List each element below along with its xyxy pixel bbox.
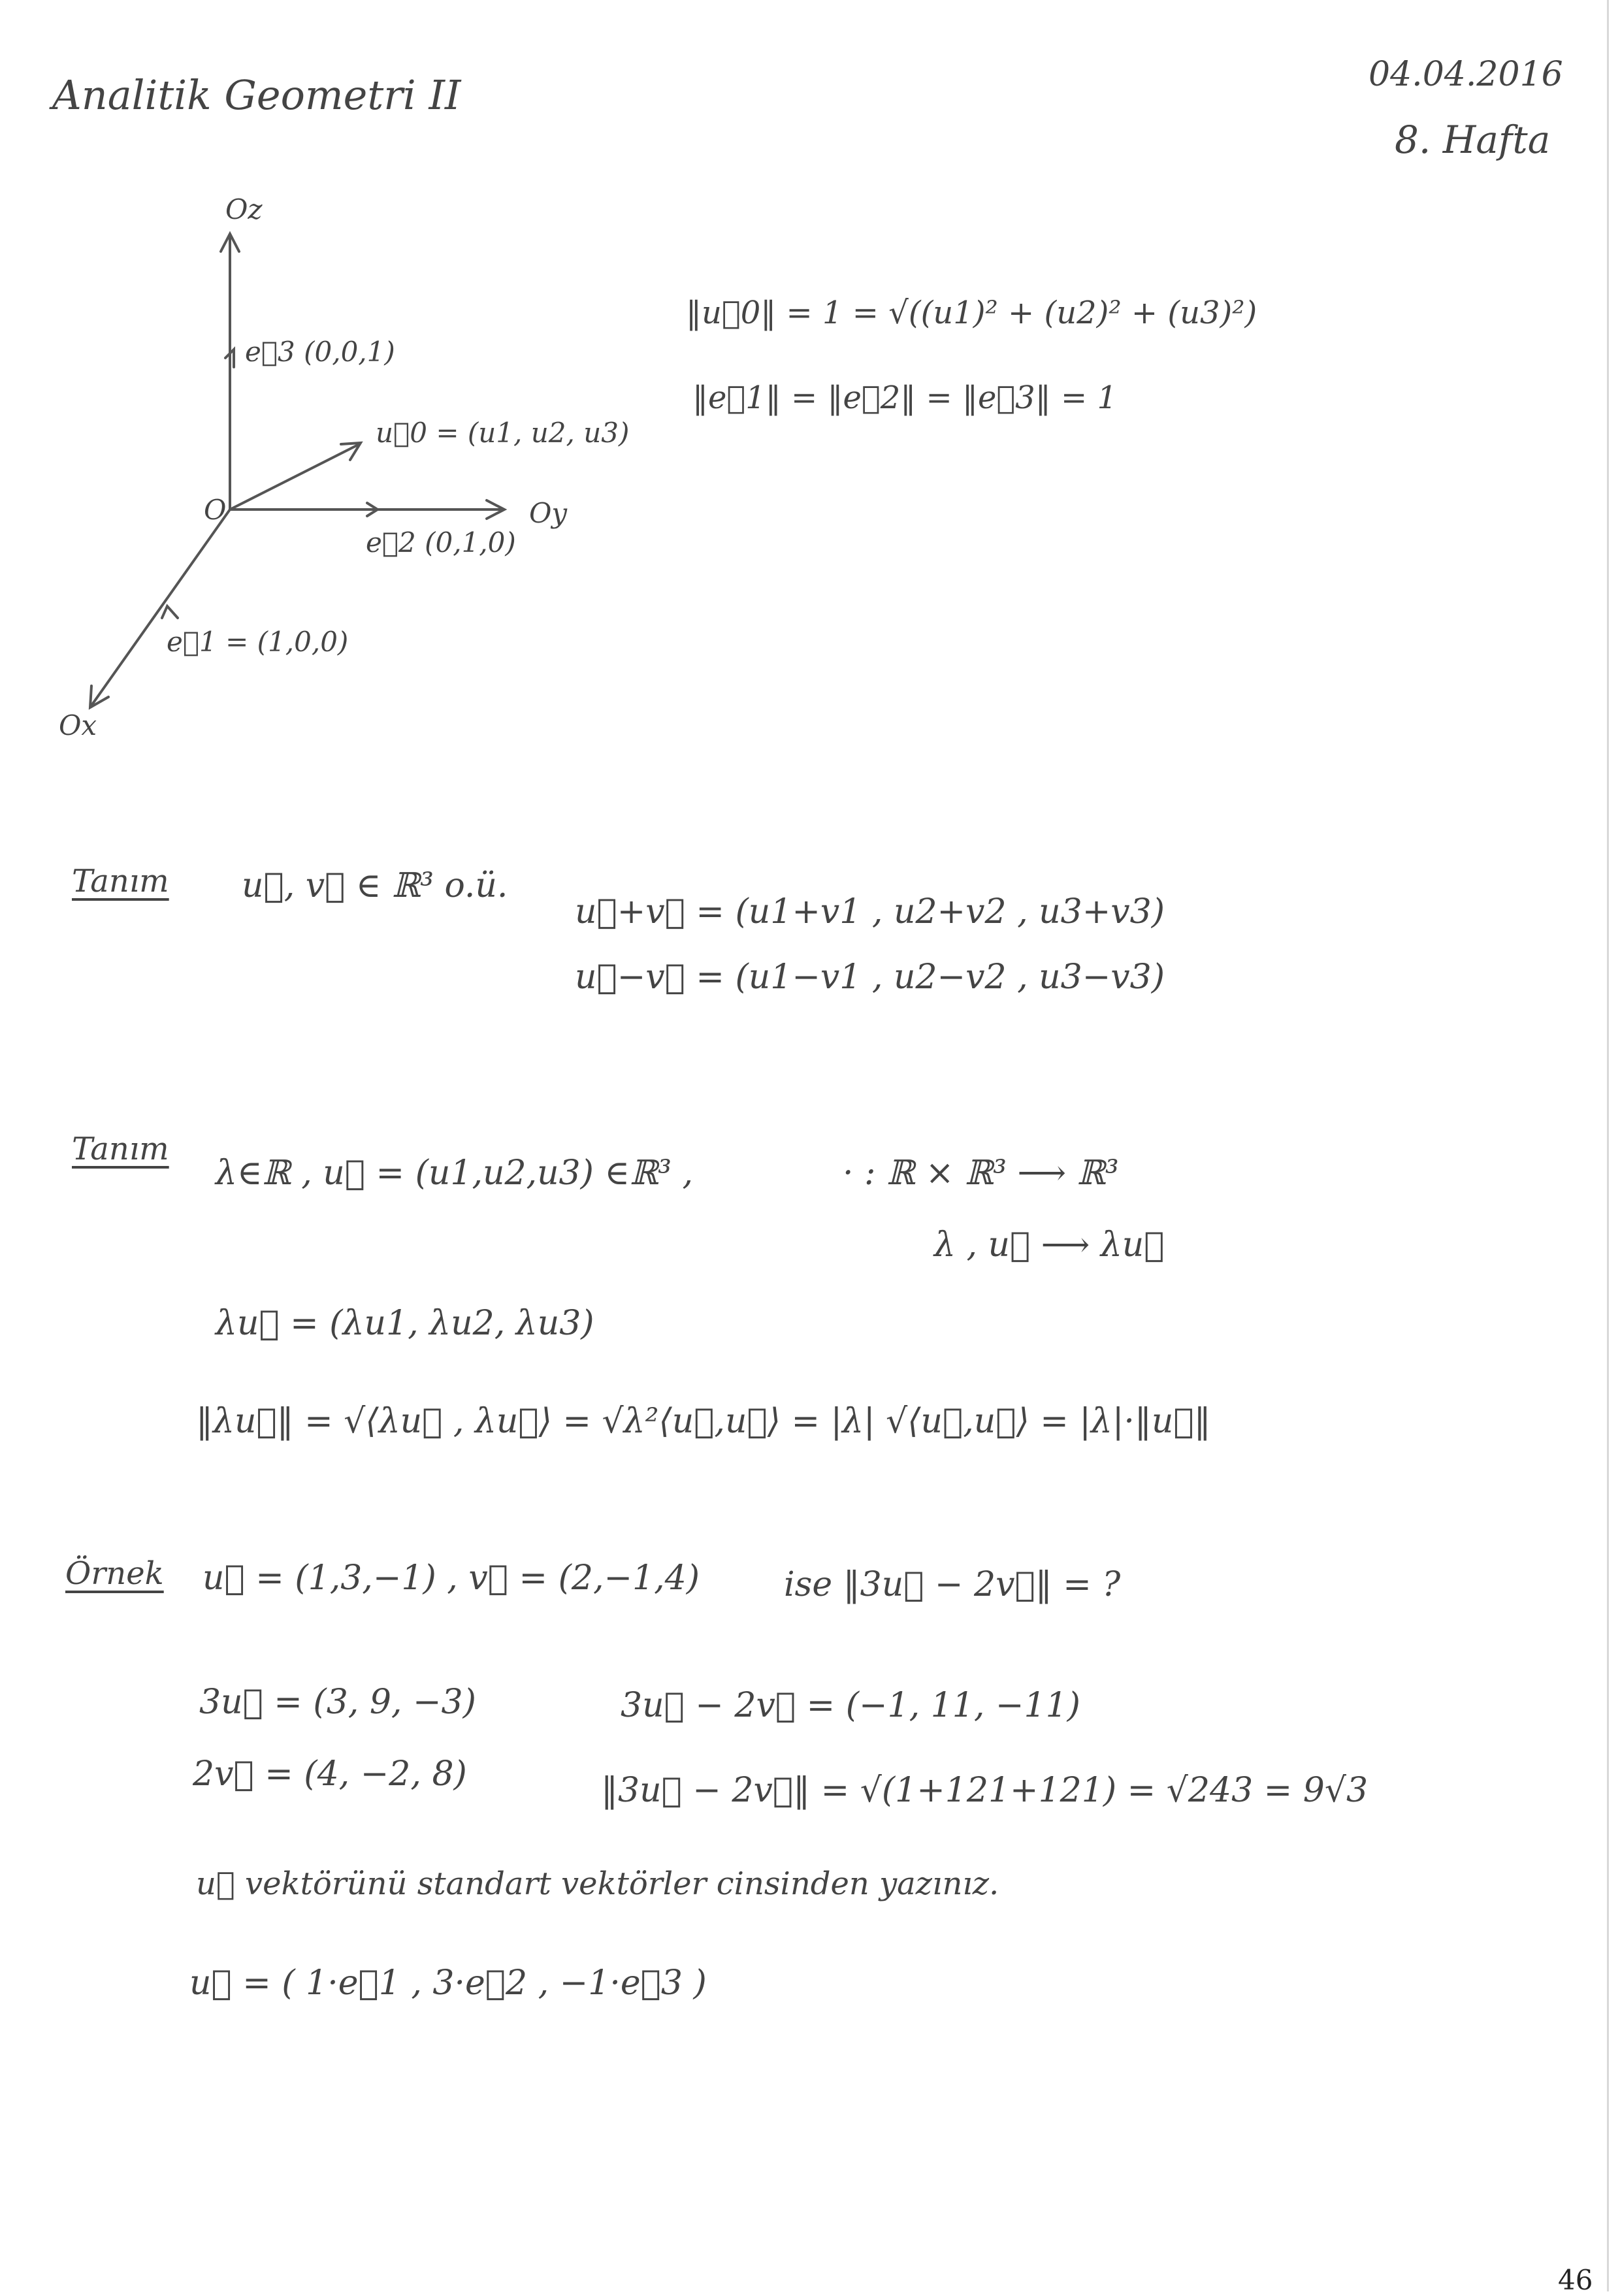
vector-sum: u⃗+v⃗ = (u1+v1 , u2+v2 , u3+v3) [575,892,1165,931]
origin-label: O [204,494,227,526]
e1-label: e⃗1 = (1,0,0) [167,626,349,658]
z-axis-label: Oz [225,193,263,225]
vector-difference: u⃗−v⃗ = (u1−v1 , u2−v2 , u3−v3) [575,958,1165,997]
page-number: 46 [1558,2264,1593,2296]
basis-norms: ‖e⃗1‖ = ‖e⃗2‖ = ‖e⃗3‖ = 1 [692,380,1117,416]
e1-arrowhead [162,606,178,618]
example-label: Örnek [65,1555,164,1592]
step-norm-result: ‖3u⃗ − 2v⃗‖ = √(1+121+121) = √243 = 9√3 [601,1771,1369,1810]
step-3u: 3u⃗ = (3, 9, −3) [199,1683,476,1722]
scalar-multiplication: λu⃗ = (λu1, λu2, λu3) [216,1304,594,1343]
scalar-map-rule: λ , u⃗ ⟶ λu⃗ [934,1225,1165,1265]
x-axis-line [91,509,230,705]
date: 04.04.2016 [1369,55,1563,94]
unit-vector-norm: ‖u⃗0‖ = 1 = √((u1)² + (u2)² + (u3)²) [686,295,1257,331]
example-question: ise ‖3u⃗ − 2v⃗‖ = ? [784,1565,1121,1604]
definition-head: λ∈ℝ , u⃗ = (u1,u2,u3) ∈ℝ³ , [216,1154,694,1193]
e2-label: e⃗2 (0,1,0) [366,526,516,558]
step-difference: 3u⃗ − 2v⃗ = (−1, 11, −11) [621,1686,1080,1725]
scalar-map-signature: · : ℝ × ℝ³ ⟶ ℝ³ [843,1154,1119,1193]
definition-label: Tanım [72,863,169,899]
definition-head: u⃗, v⃗ ∈ ℝ³ o.ü. [242,866,508,905]
week-label: 8. Hafta [1395,118,1551,162]
u0-label: u⃗0 = (u1, u2, u3) [376,417,630,449]
u0-vector-line [230,444,359,509]
page-title: Analitik Geometri II [52,71,461,119]
example-answer: u⃗ = ( 1·e⃗1 , 3·e⃗2 , −1·e⃗3 ) [189,1964,707,2003]
x-axis-label: Ox [59,709,97,741]
example-task: u⃗ vektörünü standart vektörler cinsinden yazınız. [196,1866,999,1902]
definition-label: Tanım [72,1131,169,1167]
e3-label: e⃗3 (0,0,1) [245,336,395,368]
y-axis-label: Oy [529,497,568,529]
step-2v: 2v⃗ = (4, −2, 8) [193,1754,467,1794]
scaled-norm-derivation: ‖λu⃗‖ = √⟨λu⃗ , λu⃗⟩ = √λ²⟨u⃗,u⃗⟩ = |λ| √⟨u⃗,u⃗⟩ = |λ|·‖u⃗‖ [196,1402,1211,1441]
example-given: u⃗ = (1,3,−1) , v⃗ = (2,−1,4) [202,1559,700,1598]
